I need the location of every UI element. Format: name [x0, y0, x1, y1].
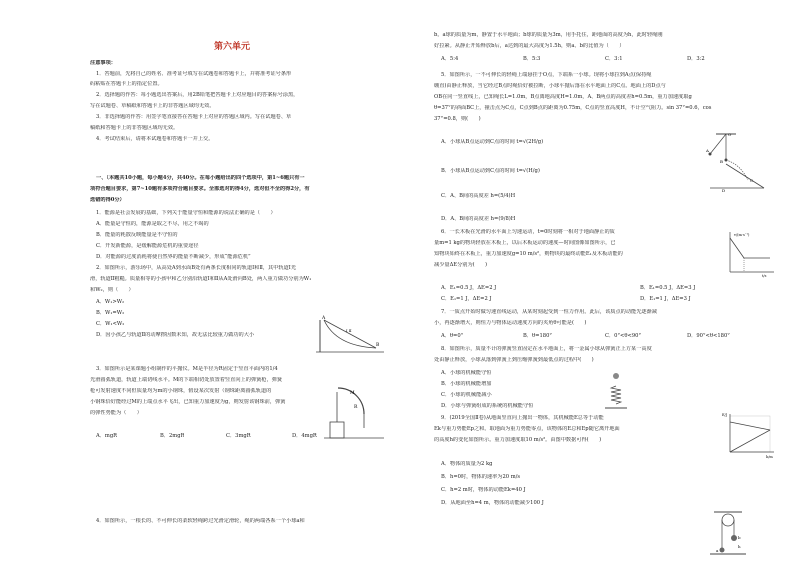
- q3-option-b: B．2mgR: [160, 433, 185, 439]
- notes-line: 1．答题前，先将自己的姓名、准考证号填写在试题卷和答题卡上，并将准考证号条形: [96, 71, 292, 77]
- q5-line: θ=37°的斜面BC上，撞击点为C点，C点到B点的距离为0.75m，C点的竖直高度H，不计空气阻力。sin 37°=0.6，cos: [434, 105, 712, 111]
- q8-option: B．小球的机械能增加: [441, 381, 492, 387]
- q6-vt-graph: [724, 228, 776, 278]
- q1-option: A．能量是守恒的，能源是取之不尽，用之不竭的: [96, 221, 209, 227]
- q6-option-d: D．E₁=1 J，ΔE=3 J: [640, 296, 691, 302]
- q2-line: 滑，轨道Ⅱ粗糙。质量相等的小孩甲和乙分别沿轨道Ⅰ和Ⅱ从A处滑向B处，两人重力做功分别为W₁: [90, 276, 312, 282]
- q8-option: D．小球与弹簧组成的系统的机械能守恒: [441, 403, 534, 409]
- q5-pendulum-figure: [706, 130, 766, 192]
- q5-line: OB在同一竖直线上，已知绳长L=1.0m，B点离地高度H=1.0m，A、B两点的高度差h=0.5m，重力加速度取g: [434, 94, 692, 100]
- q5-line: 绷直)由静止释放，当它经过B点时绳恰好被拉断，小球平抛后落在水平地面上的C点。地面上的D点与: [434, 83, 666, 89]
- q7-option-d: D．90°<θ<180°: [687, 333, 730, 339]
- q7-line: 小，再逐渐增大，则恒力与物体运动速度方向的夹角θ可能是( ): [434, 320, 587, 326]
- notes-line: 码粘贴在答题卡上的指定位置。: [90, 81, 163, 87]
- q8-option: C．小球的机械能减小: [441, 392, 492, 398]
- q5-option: D．A、B间的高度差 h=(9/8)H: [441, 216, 516, 222]
- q9-line: 的高度h的变化如图所示。重力加速度取10 m/s²。由图中数据可得( ): [434, 437, 602, 443]
- q5-label-d: D: [722, 188, 726, 192]
- q3-option-c: C．3mgR: [226, 433, 251, 439]
- q4-option-b: B．5:3: [523, 56, 541, 62]
- q2-option: B．W₁=W₂: [96, 310, 125, 316]
- q5-label-c: C: [750, 178, 754, 183]
- q2-label-tracks: Ⅰ Ⅱ: [346, 328, 352, 333]
- q5-label-a: A: [706, 148, 709, 153]
- q2-line: 2．如图所示，游乐场中，从高处A到水面B处有两条长度相同的轨道Ⅰ和Ⅱ，其中轨道Ⅰ光: [96, 265, 297, 271]
- q9-option: D．从地面至h=4 m，物体的动能减少100 J: [441, 500, 544, 506]
- q3-line: 枪可发射速度不同但质量均为m的小钢珠，假设某次发射（钢珠距离圆弧轨道的: [90, 388, 272, 394]
- notes-line: 4．考试结束后，请将本试题卷和答题卡一并上交。: [96, 136, 214, 142]
- section-heading: 项符合题目要求，第7~10题有多项符合题目要求。全部选对的得4分，选对但不全的得2分，有: [90, 186, 310, 192]
- q2-option: D．因小孩乙与轨道Ⅱ的动摩擦因数未知，故无法比较重力做功的大小: [96, 332, 255, 338]
- q8-option: A．小球的机械能守恒: [441, 370, 492, 376]
- q2-slide-figure: [316, 312, 384, 354]
- q6-option-c: C．E₁=1 J，ΔE=2 J: [441, 296, 492, 302]
- page-title: 第六单元: [214, 42, 251, 52]
- q2-line: 和W₂，则（ ）: [90, 287, 134, 293]
- q8-line: 8．如图所示，质量不计的弹簧竖直固定在水平地面上，将一金属小球从弹簧正上方某一高度: [441, 346, 652, 352]
- q3-label-r: R: [354, 405, 358, 410]
- notes-heading: 注意事项：: [90, 60, 116, 66]
- q5-option: B．小球从B点运动到C点的时间 t=√(H/g): [441, 168, 540, 174]
- q4-line: b。a球的质量为m，静置于水平地面；b球的质量为3m，用手托住，距地面的高度为h，此时轻绳刚: [434, 32, 663, 38]
- notes-line: 写在试题卷、草稿纸和答题卡上的非答题区域均无效。: [90, 103, 215, 109]
- q3-option-a: A．mgR: [96, 433, 118, 439]
- q9-option: C．h=2 m时，物体的动能Ek=40 J: [441, 487, 526, 493]
- q3-line: 光滑圆弧轨道，轨道上端切线水平。M的下端相切处放置着竖直向上的弹簧枪，弹簧: [90, 377, 283, 383]
- q6-line: 6．一长木板在光滑的水平面上匀速运动，t=0时刻将一相对于地面静止的质: [441, 229, 615, 235]
- q6-option-a: A．E₁=0.5 J，ΔE=2 J: [441, 285, 497, 291]
- q4-option-c: C．3:1: [605, 56, 623, 62]
- q9-option: A．物体的质量为2 kg: [441, 461, 493, 467]
- q1-option: C．开发新能源，是缓解能源危机的重要途径: [96, 243, 199, 249]
- q2-option: A．W₁>W₂: [96, 299, 125, 305]
- q6-axis-v: v/(m·s⁻¹): [734, 233, 750, 237]
- q4-label-a: a: [716, 548, 719, 553]
- q7-option-a: A．θ=0°: [441, 333, 464, 339]
- q4-label-h: h: [738, 544, 741, 549]
- notes-line: 稿纸和答题卡上的非答题区域均无效。: [90, 125, 179, 131]
- q6-line: 量m=1 kg的物块轻放在木板上，以后木板运动的速度—时间图像如图所示，已: [434, 240, 616, 246]
- q1-option: D．对能源的过度消耗将使自然界的能量不断减少，形成“能源危机”: [96, 254, 251, 260]
- q1-option: B．能量的耗散反映能量是不守恒的: [96, 232, 178, 238]
- q7-option-b: B．θ=180°: [523, 333, 552, 339]
- q4-line: 好拉紧。从静止开始释放b后，a达到的最大高度为1.5h，则a、b的比值为（ ）: [434, 43, 625, 49]
- q2-option: C．W₁<W₂: [96, 321, 125, 327]
- q4-label-b: b: [738, 535, 741, 540]
- q8-line: 处由静止释放，小球从落到弹簧上到压缩弹簧到最低点的过程中( ): [434, 357, 594, 363]
- q4-pulley-figure: [708, 510, 748, 558]
- q3-line: 的弹性势能为（ ）: [90, 410, 142, 416]
- q4-start: 4．如图所示，一根长的、不可伸长的柔软轻绳跨过光滑定滑轮，绳的两端各系一个小球a和: [96, 518, 305, 524]
- q5-option: A．小球从B点运动到C点的时间 t=√(2H/g): [441, 139, 544, 145]
- q6-line: 知物块始终在木板上，重力加速度g=10 m/s²，则物块的最终动能E₁及木板动能的: [434, 251, 623, 257]
- q3-arc-figure: [324, 382, 386, 442]
- q5-line: 37°=0.8，则( ): [434, 116, 481, 122]
- notes-line: 2．选择题的作答：每小题选出答案后，用2B铅笔把答题卡上对应题目的答案标号涂黑，: [96, 92, 299, 98]
- q9-line: Ek与重力势能Ep之和。取地面为重力势能零点，该物体的E总和Ep随它离开地面: [434, 426, 620, 432]
- q6-line: 减少量ΔE分别为( ): [434, 262, 488, 268]
- section-heading: 选错的得0分）: [90, 197, 125, 203]
- q6-axis-t: t/s: [762, 274, 767, 278]
- q7-option-c: C．0°<θ<90°: [605, 333, 642, 339]
- q1-stem: 1．能源是社会发展的基础，下列关于能量守恒和能源的说法正确的是（ ）: [96, 210, 276, 216]
- q4-option-a: A．5:4: [441, 56, 459, 62]
- notes-line: 3．非选择题的作答：用签字笔直接答在答题卡上对应的答题区域内。写在试题卷、草: [96, 114, 292, 120]
- q8-spring-figure: [605, 372, 627, 412]
- q4-option-d: D．3:2: [687, 56, 705, 62]
- q9-axis-e: E/J: [722, 413, 728, 417]
- q5-label-b: B: [720, 159, 723, 164]
- q6-option-b: B．E₁=0.5 J，ΔE=3 J: [640, 285, 696, 291]
- q2-label-b: B: [376, 343, 380, 348]
- q5-line: 5．如图所示，一不可伸长的轻绳上端悬挂于O点，下端系一小球。现将小球拉到A点(保持绳: [441, 72, 652, 78]
- q5-option: C．A、B间的高度差 h=(5/4)H: [441, 193, 516, 199]
- q2-label-a: A: [322, 316, 326, 321]
- q5-label-o: O: [728, 132, 732, 137]
- q3-option-d: D．4mgR: [292, 433, 317, 439]
- q9-line: 9．(2019全国Ⅱ卷)从地面竖直向上抛出一物体，其机械能E总等于动能: [441, 415, 604, 421]
- q7-line: 7．一质点开始时做匀速直线运动，从某时刻起受到一恒力作用。此后，该质点的动能先逐渐减: [441, 309, 657, 315]
- q3-label-m: M: [350, 391, 355, 396]
- q3-line: 小钢珠恰好能经过M的上端点水平飞出，已知重力加速度为g，则发射该钢珠前，弹簧: [90, 399, 286, 405]
- q9-option: B．h=0时，物体的速率为20 m/s: [441, 474, 521, 480]
- q9-axis-h: h/m: [766, 455, 773, 459]
- q3-line: 3．如图所示是某课题小组制作的平抛仪。M是半径为R固定于竖直平面内的1/4: [96, 366, 278, 372]
- section-heading: 一、（本题共10小题，每小题4分，共40分。在每小题给出的四个选项中，第1~6题只有一: [96, 175, 305, 181]
- q9-energy-graph: [722, 410, 778, 460]
